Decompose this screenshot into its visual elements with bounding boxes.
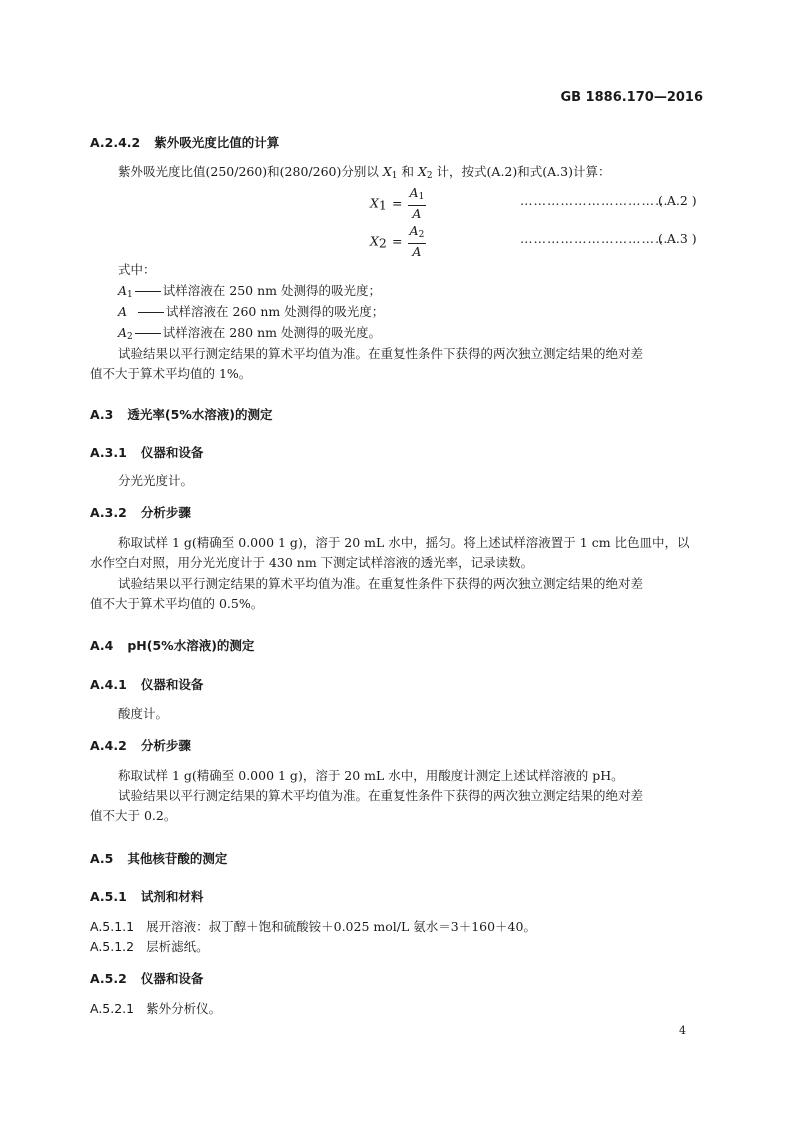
- heading-a52: [90, 969, 203, 987]
- heading-number: A.2.4.2: [90, 135, 141, 150]
- paragraph-a32-2a: 试验结果以平行测定结果的算术平均值为准。在重复性条件下获得的两次独立测定结果的绝对差: [118, 576, 644, 591]
- where-sub: 2: [127, 332, 133, 342]
- heading-number: A.4: [90, 638, 114, 653]
- heading-title: 透光率(5%水溶液)的测定: [127, 407, 273, 422]
- heading-a41: [90, 675, 203, 693]
- heading-number: A.3.1: [90, 445, 127, 460]
- denominator: A: [412, 206, 422, 221]
- heading-a3: [90, 405, 273, 423]
- result-line-1: 试验结果以平行测定结果的算术平均值为准。在重复性条件下获得的两次独立测定结果的绝对差: [118, 346, 644, 361]
- item-text: 紫外分析仪。: [146, 1001, 222, 1016]
- paragraph-a32-1b: 水作空白对照，用分光光度计于 430 nm 下测定试样溶液的透光率，记录读数。: [90, 555, 534, 570]
- heading-title: 试剂和材料: [140, 889, 204, 904]
- heading-title: 仪器和设备: [140, 971, 204, 986]
- formula-a2-leader: ……………………………: [520, 193, 669, 208]
- heading-title: 仪器和设备: [140, 677, 204, 692]
- formula-equals: =: [391, 233, 403, 249]
- formula-lhs-var: X: [370, 195, 379, 211]
- paragraph-a32-2b: 值不大于算术平均值的 0.5%。: [90, 596, 264, 611]
- item-a512: [90, 937, 209, 957]
- where-text: 试样溶液在 280 nm 处测得的吸光度。: [162, 325, 381, 340]
- paragraph-a32-1a: 称取试样 1 g(精确至 0.000 1 g)，溶于 20 mL 水中，摇匀。将上述试样溶液置于 1 cm 比色皿中，以: [118, 535, 690, 550]
- paragraph-intro: [118, 162, 610, 186]
- formula-lhs-sub: 1: [378, 197, 387, 213]
- heading-a31: [90, 443, 203, 461]
- heading-number: A.5.2: [90, 971, 127, 986]
- formula-a2-ref: ( A.2 ): [658, 193, 697, 208]
- numerator: [408, 185, 427, 206]
- item-a521: [90, 999, 221, 1019]
- denominator: A: [412, 244, 422, 259]
- var-x1: X: [382, 164, 392, 179]
- item-a511: [90, 917, 536, 937]
- paragraph-a42-2a: 试验结果以平行测定结果的算术平均值为准。在重复性条件下获得的两次独立测定结果的绝对差: [118, 788, 644, 803]
- em-dash: [135, 333, 161, 334]
- where-item-a: [118, 302, 384, 322]
- em-dash: [135, 291, 161, 292]
- fraction: [408, 185, 427, 221]
- item-number: A.5.1.2: [90, 939, 135, 954]
- where-label: 式中：: [118, 262, 156, 277]
- formula-a3: [370, 223, 426, 259]
- intro-text-b: 和: [397, 164, 418, 179]
- sub-2: 2: [426, 171, 433, 181]
- where-text: 试样溶液在 250 nm 处测得的吸光度；: [162, 283, 381, 298]
- where-text: 试样溶液在 260 nm 处测得的吸光度；: [166, 304, 385, 319]
- heading-number: A.3.2: [90, 505, 127, 520]
- sub-1: 1: [391, 171, 398, 181]
- paragraph-a41: 酸度计。: [118, 706, 169, 721]
- heading-number: A.5.1: [90, 889, 127, 904]
- num-var: A: [409, 223, 419, 238]
- intro-text-a: 紫外吸光度比值(250/260)和(280/260)分别以: [118, 164, 383, 179]
- page-number: 4: [679, 1024, 686, 1037]
- num-sub: 1: [418, 192, 425, 202]
- result-line-2: 值不大于算术平均值的 1%。: [90, 366, 252, 381]
- heading-title: pH(5%水溶液)的测定: [127, 638, 255, 653]
- heading-title: 分析步骤: [140, 738, 191, 753]
- where-var: A: [118, 283, 128, 298]
- paragraph-a42-2b: 值不大于 0.2。: [90, 808, 177, 823]
- heading-number: A.4.2: [90, 738, 127, 753]
- heading-number: A.3: [90, 407, 114, 422]
- heading-a5: [90, 849, 227, 867]
- formula-equals: =: [391, 195, 403, 211]
- heading-a42: [90, 736, 191, 754]
- item-text: 层析滤纸。: [146, 939, 209, 954]
- formula-lhs-sub: 2: [378, 235, 387, 251]
- formula-lhs-var: X: [370, 233, 379, 249]
- heading-a242: [90, 133, 279, 151]
- var-x2: X: [417, 164, 427, 179]
- num-sub: 2: [418, 230, 425, 240]
- standard-code: GB 1886.170—2016: [560, 90, 703, 105]
- item-text: 展开溶液：叔丁醇＋饱和硫酸铵＋0.025 mol/L 氨水＝3＋160＋40。: [146, 919, 536, 934]
- heading-a51: [90, 887, 203, 905]
- formula-a2: [370, 185, 426, 221]
- heading-number: A.4.1: [90, 677, 127, 692]
- num-var: A: [409, 185, 419, 200]
- heading-a32: [90, 503, 191, 521]
- em-dash: [138, 312, 164, 313]
- intro-text-c: 计，按式(A.2)和式(A.3)计算：: [432, 164, 611, 179]
- where-sub: 1: [127, 290, 133, 300]
- heading-title: 仪器和设备: [140, 445, 204, 460]
- heading-title: 紫外吸光度比值的计算: [154, 135, 280, 150]
- heading-title: 分析步骤: [140, 505, 191, 520]
- numerator: [408, 223, 427, 244]
- where-var: A: [118, 304, 128, 319]
- where-var: A: [118, 325, 128, 340]
- formula-a3-ref: ( A.3 ): [658, 231, 697, 246]
- formula-a3-leader: ……………………………: [520, 231, 669, 246]
- heading-number: A.5: [90, 851, 114, 866]
- paragraph-a42-1: 称取试样 1 g(精确至 0.000 1 g)，溶于 20 mL 水中，用酸度计测定上述试样溶液的 pH。: [118, 768, 624, 783]
- paragraph-a31: 分光光度计。: [118, 473, 194, 488]
- heading-title: 其他核苷酸的测定: [127, 851, 228, 866]
- item-number: A.5.1.1: [90, 919, 135, 934]
- fraction: [408, 223, 427, 259]
- heading-a4: [90, 636, 254, 654]
- item-number: A.5.2.1: [90, 1001, 135, 1016]
